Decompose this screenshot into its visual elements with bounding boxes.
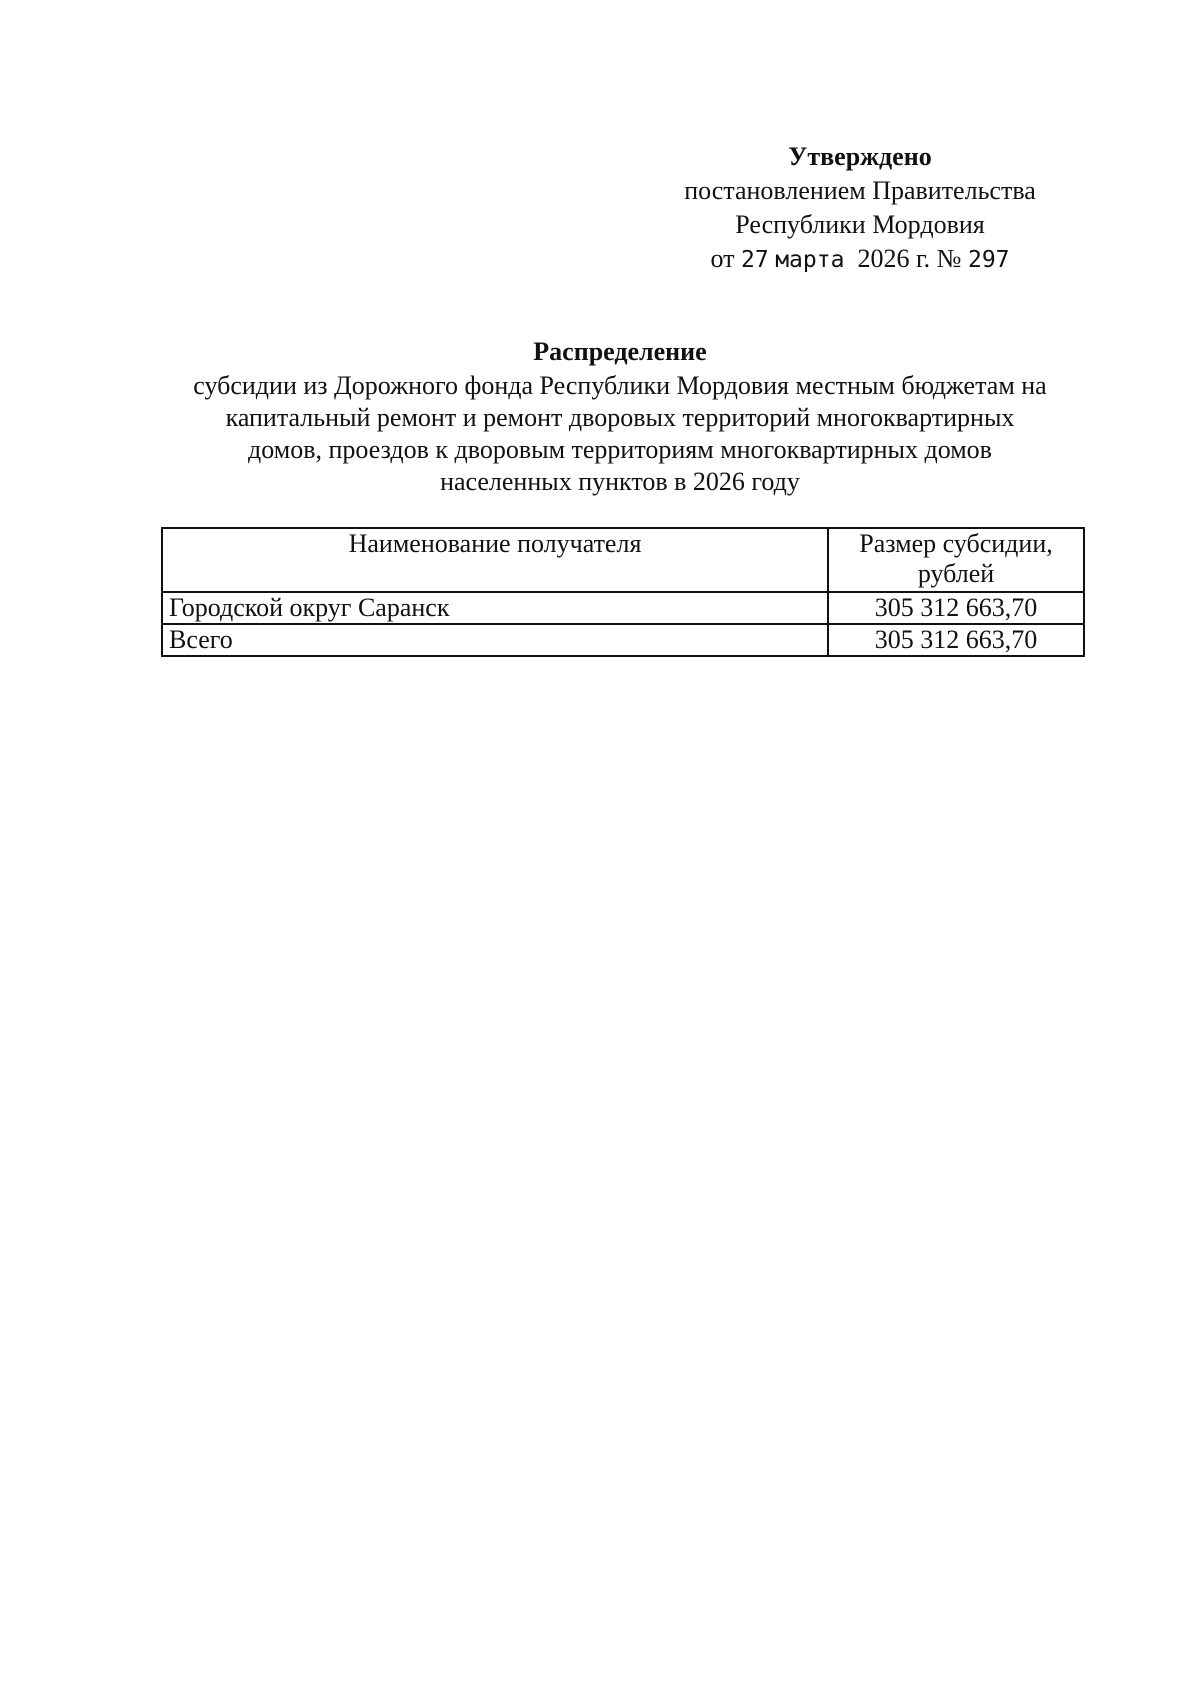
table-header-row xyxy=(162,528,1084,592)
title-line-1: субсидии из Дорожного фонда Республики Мордовия местным бюджетам на xyxy=(193,371,1047,400)
table-row xyxy=(162,592,1084,624)
decree-number: 297 xyxy=(967,247,1010,273)
table-row-total xyxy=(162,624,1084,656)
header-subsidy-amount: Размер субсидии, рублей xyxy=(828,528,1084,592)
subsidy-amount-cell: 305 312 663,70 xyxy=(828,592,1084,624)
date-prefix: от xyxy=(710,244,735,273)
subsidy-table xyxy=(161,527,1085,657)
title-line-4: населенных пунктов в 2026 году xyxy=(440,467,800,496)
date-day: 27 xyxy=(740,247,769,273)
total-label-cell: Всего xyxy=(162,624,828,656)
approval-stamp xyxy=(660,140,1060,277)
title-line-3: домов, проездов к дворовым территориям многоквартирных домов xyxy=(248,435,992,464)
approval-line-1: постановлением Правительства xyxy=(684,176,1036,205)
title-line-2: капитальный ремонт и ремонт дворовых территорий многоквартирных xyxy=(225,403,1015,432)
total-amount-cell: 305 312 663,70 xyxy=(828,624,1084,656)
title-heading: Распределение xyxy=(533,337,707,366)
date-year: 2026 г. № xyxy=(857,244,962,273)
approval-line-2: Республики Мордовия xyxy=(735,210,985,239)
date-month: марта xyxy=(775,247,845,273)
header-recipient-name: Наименование получателя xyxy=(162,528,828,592)
approval-date-line xyxy=(660,242,1060,277)
document-title xyxy=(140,336,1100,498)
recipient-name-cell: Городской округ Саранск xyxy=(162,592,828,624)
approval-heading: Утверждено xyxy=(788,142,932,171)
